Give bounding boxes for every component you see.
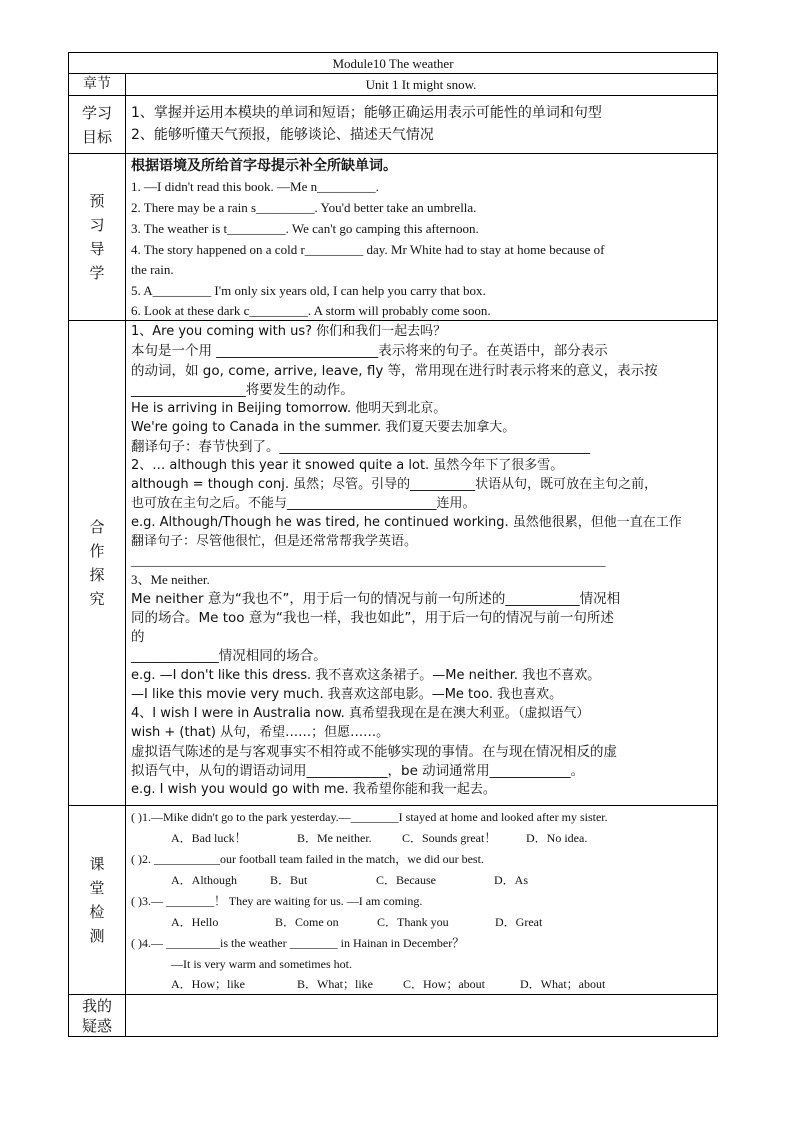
preview-label [69,154,126,320]
test-label-char: 课 [89,855,105,873]
option[interactable]: D．What；about [520,977,606,991]
objectives-label-line: 目标 [81,127,112,146]
question-options [131,870,711,890]
coop-line: 的动词，如 go, come, arrive, leave, fly 等，常用现在进行时表示将来的意义，表示按 [131,363,658,379]
coop-line: e.g. Although/Though he was tired, he continued working. 虽然他很累，但他一直在工作 [131,515,682,530]
unit-cell [131,74,711,95]
question-stem: ( )3.— ________！ They are waiting for us. —I am coming. [131,894,423,908]
question-stem: ( )4.— _________is the weather ________ in Hainan in December？ [131,936,465,950]
option[interactable]: A．Although [171,873,238,887]
test-label-char: 检 [89,903,105,921]
option[interactable]: C．Sounds great！ [402,831,497,845]
coop-line: 拟语气中，从句的谓语动词用____________，be 动词通常用____________。 [131,763,585,779]
preview-label-char: 学 [89,264,105,282]
coop-line: _________________将要发生的动作。 [131,382,354,398]
option[interactable]: D．As [494,873,529,887]
cooperation-row [69,321,717,806]
coop-line: He is arriving in Beijing tomorrow. 他明天到北京。 [131,401,447,416]
preview-line: 5. A_________ I'm only six years old, I can help you carry that box. [131,283,486,298]
unit-row [69,74,717,96]
worksheet-table [68,52,718,1037]
question-stem: ( )1.—Mike didn't go to the park yesterday.—________I stayed at home and looked after my sister. [131,810,608,824]
preview-line: 2. There may be a rain s_________. You'd better take an umbrella. [131,200,477,215]
classroom-test-label [69,806,126,994]
coop-line: 3、Me neither. [131,572,210,587]
classroom-test-row [69,806,717,995]
question-options [131,974,711,994]
option[interactable]: C．Thank you [377,915,449,929]
question-stem: ( )2. ___________our football team failed in the match，we did our best. [131,852,484,866]
coop-line: 4、I wish I were in Australia now. 真希望我现在是在澳大利亚。（虚拟语气） [131,706,590,721]
cooperation-cell [131,321,711,805]
option[interactable]: C．Because [376,873,436,887]
objectives-row [69,96,717,154]
coop-line: e.g. I wish you would go with me. 我希望你能和我一起去。 [131,782,496,797]
coop-line: 2、… although this year it snowed quite a lot. 虽然今年下了很多雪。 [131,458,564,473]
unit-label: 章节 [69,74,126,95]
coop-line: 虚拟语气陈述的是与客观事实不相符或不能够实现的事情。在与现在情况相反的虚 [131,744,617,760]
objectives-cell [131,96,711,153]
coop-line: Me neither 意为“我也不”，用于后一句的情况与前一句所述的___________情况相 [131,591,621,607]
option[interactable]: D．No idea. [526,831,588,845]
preview-heading: 根据语境及所给首字母提示补全所缺单词。 [131,158,397,174]
cooperation-label-char: 合 [89,518,105,536]
preview-line: 1. —I didn't read this book. —Me n_________. [131,179,379,194]
title-row [69,53,717,74]
preview-label-char: 习 [89,216,105,234]
coop-line: e.g. —I don't like this dress. 我不喜欢这条裙子。—Me neither. 我也不喜欢。 [131,668,601,683]
preview-line: the rain. [131,262,174,277]
coop-line: _________________________________________________________________________ [131,553,606,568]
my-questions-answer-area[interactable] [131,995,711,1037]
coop-line: 翻译句子：春节快到了。______________________________________________ [131,439,590,455]
objectives-label [69,96,126,153]
coop-line: 同的场合。Me too 意为“我也一样，我也如此”，用于后一句的情况与前一句所述 [131,610,614,626]
preview-line: 6. Look at these dark c_________. A storm will probably come soon. [131,303,491,318]
page-title: Module10 The weather [332,56,454,71]
test-label-char: 堂 [89,879,105,897]
preview-label-char: 预 [89,192,105,210]
question-options [131,828,711,848]
option[interactable]: A．Hello [171,915,219,929]
my-questions-row [69,995,717,1037]
question-sub: —It is very warm and sometimes hot. [171,957,352,971]
coop-line: 翻译句子：尽管他很忙，但是还常常帮我学英语。 [131,534,418,549]
option[interactable]: A．How；like [171,977,245,991]
unit-title: Unit 1 It might snow. [365,77,477,92]
objective-item: 2、能够听懂天气预报，能够谈论、描述天气情况 [131,127,434,143]
my-questions-label-line: 疑惑 [81,1017,112,1035]
cooperation-label [69,321,126,805]
test-label-char: 测 [89,927,105,945]
coop-line: _____________情况相同的场合。 [131,648,327,664]
option[interactable]: A．Bad luck！ [171,831,247,845]
coop-line: We're going to Canada in the summer. 我们夏天要去加拿大。 [131,420,516,435]
option[interactable]: B．What；like [297,977,373,991]
option[interactable]: C．How；about [403,977,485,991]
preview-line: 4. The story happened on a cold r_________ day. Mr White had to stay at home because of [131,242,605,257]
option[interactable]: B．But [270,873,308,887]
preview-label-char: 导 [89,240,105,258]
my-questions-label [69,995,126,1037]
option[interactable]: B．Me neither. [297,831,372,845]
preview-cell [131,154,711,320]
question-options [131,912,711,932]
preview-line: 3. The weather is t_________. We can't go camping this afternoon. [131,221,479,236]
classroom-test-cell [131,806,711,994]
coop-line: 也可放在主句之后。不能与_______________________连用。 [131,496,476,511]
preview-row [69,154,717,321]
option[interactable]: B．Come on [275,915,339,929]
cooperation-label-char: 究 [89,590,105,608]
coop-line: 的 [131,629,145,645]
objective-item: 1、掌握并运用本模块的单词和短语；能够正确运用表示可能性的单词和句型 [131,105,602,121]
option[interactable]: D．Great [495,915,543,929]
objectives-label-line: 学习 [81,103,112,122]
coop-line: wish + (that) 从句，希望……；但愿……。 [131,725,390,740]
coop-line: 1、Are you coming with us? 你们和我们一起去吗？ [131,324,447,339]
coop-line: 本句是一个用 ________________________表示将来的句子。在英语中，部分表示 [131,343,608,359]
my-questions-label-line: 我的 [81,997,112,1015]
coop-line: —I like this movie very much. 我喜欢这部电影。—Me too. 我也喜欢。 [131,687,563,702]
cooperation-label-char: 作 [89,542,105,560]
coop-line: although = though conj. 虽然；尽管。引导的__________状语从句，既可放在主句之前， [131,477,658,492]
cooperation-label-char: 探 [89,566,105,584]
